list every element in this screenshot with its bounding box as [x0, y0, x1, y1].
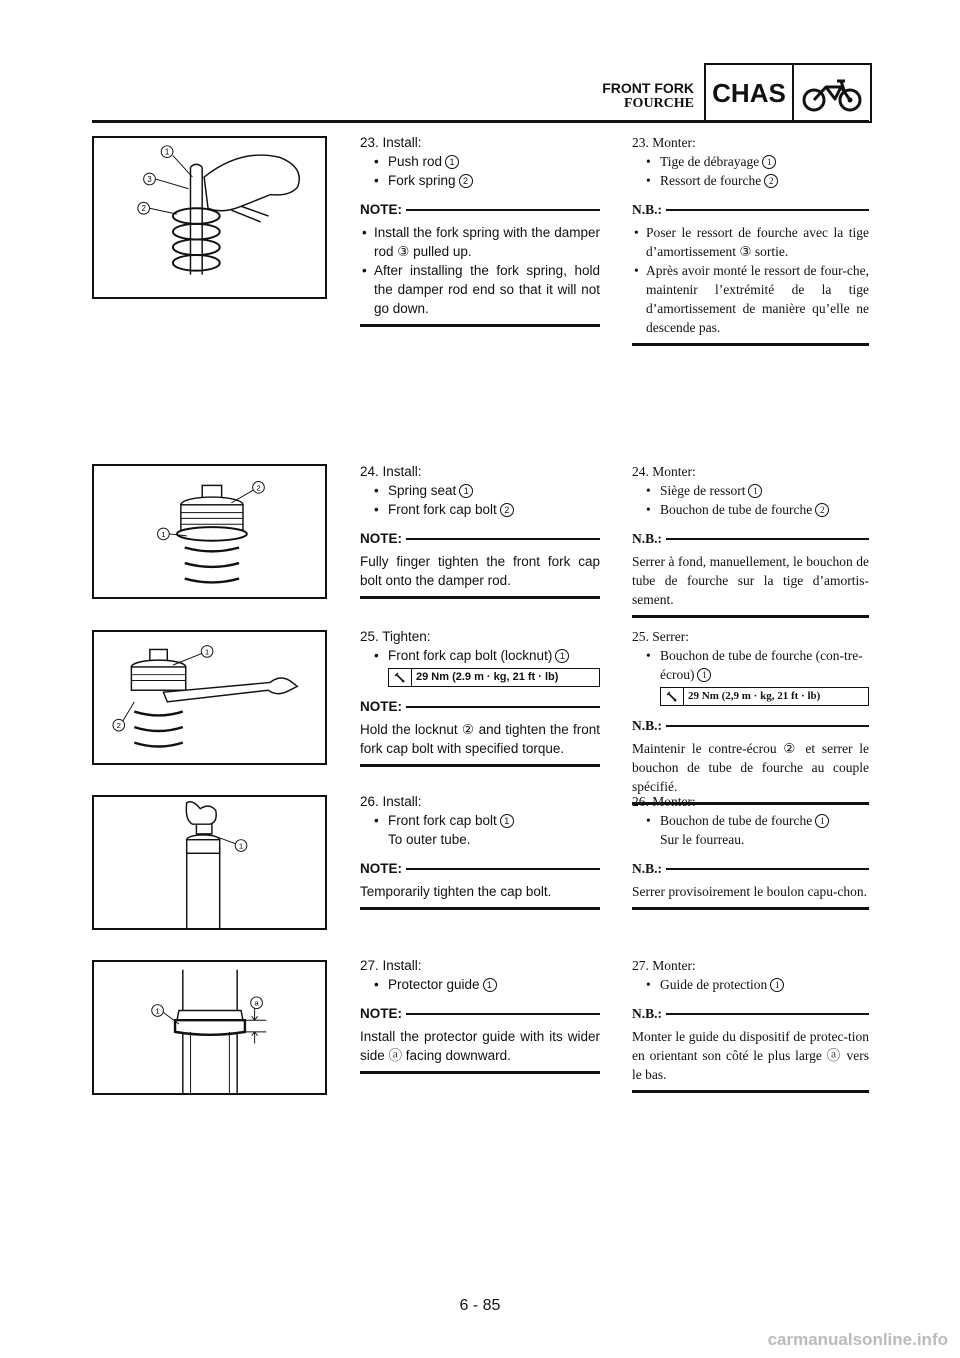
note-body: Hold the locknut ② and tighten the front fork cap bolt with specified torque. — [360, 722, 600, 756]
torque-wrench-icon — [389, 669, 412, 686]
item-number: 1 — [815, 814, 829, 828]
item-label: Ressort de fourche — [660, 173, 762, 188]
item-label: Spring seat — [388, 483, 457, 498]
step-26-en — [360, 792, 600, 910]
callout-3: 3 — [147, 174, 152, 184]
callout-2: 2 — [141, 204, 146, 214]
step-27-en — [360, 956, 600, 1074]
step-24-en — [360, 462, 600, 599]
section-title-en: FRONT FORK — [602, 80, 694, 96]
item-label: Protector guide — [388, 977, 480, 992]
note-body — [632, 223, 869, 337]
step-title: 27. Monter: — [632, 958, 696, 973]
step-title: 25. Serrer: — [632, 629, 689, 644]
note-end-rule — [632, 615, 869, 618]
item-sub: Sur le fourreau. — [660, 832, 745, 847]
item-label: Siège de ressort — [660, 483, 746, 498]
note-line: • After installing the fork spring, hold the damper rod end so that it will not go down. — [360, 261, 600, 318]
item-number: 1 — [697, 668, 711, 682]
step-title: 27. Install: — [360, 958, 422, 973]
note-line: • Poser le ressort de fourche avec la tige d’amortissement ③ sortie. — [632, 223, 869, 261]
step-title: 24. Install: — [360, 464, 422, 479]
header-rule — [92, 120, 869, 123]
item-label: Bouchon de tube de fourche — [660, 502, 813, 517]
item-number: 1 — [445, 155, 459, 169]
item-number: 2 — [459, 174, 473, 188]
figure-cap-bolt-outer-tube — [92, 795, 327, 930]
watermark: carmanualsonline.info — [767, 1330, 948, 1349]
item-number: 1 — [483, 978, 497, 992]
callout-1: 1 — [155, 1006, 160, 1016]
note-line: • Après avoir monté le ressort de four-che, maintenir l’extrémité de la tige d’amortissement de manière qu’elle ne descende pas. — [632, 261, 869, 337]
note-header: N.B.: — [632, 859, 869, 878]
note-header: NOTE: — [360, 697, 600, 716]
step-title: 26. Monter: — [632, 794, 696, 809]
callout-1: 1 — [164, 147, 170, 157]
step-25-en — [360, 627, 600, 767]
item-label: Front fork cap bolt — [388, 502, 497, 517]
item-number: 1 — [770, 978, 784, 992]
step-title: 24. Monter: — [632, 464, 696, 479]
note-header: NOTE: — [360, 529, 600, 548]
item-fork-spring: Fork spring — [388, 173, 456, 188]
item-label: Guide de protection — [660, 977, 768, 992]
note-header: NOTE: — [360, 200, 600, 219]
callout-1: 1 — [204, 647, 210, 657]
note-body: Monter le guide du dispositif de protec-tion en orientant son côté le plus large ⓐ vers le bas. — [632, 1029, 869, 1082]
note-end-rule — [632, 1090, 869, 1093]
note-header: N.B.: — [632, 716, 869, 735]
torque-value: 29 Nm (2.9 m · kg, 21 ft · lb) — [416, 671, 559, 683]
note-header: N.B.: — [632, 200, 869, 219]
item-number: 1 — [459, 484, 473, 498]
item-number: 1 — [555, 649, 569, 663]
note-end-rule — [360, 324, 600, 327]
item-number: 1 — [500, 814, 514, 828]
note-header: N.B.: — [632, 529, 869, 548]
note-body: Install the protector guide with its wider side ⓐ facing downward. — [360, 1029, 600, 1063]
torque-wrench-icon — [661, 688, 684, 705]
note-body: Serrer à fond, manuellement, le bouchon de tube de fourche sur la tige d’amortis-sement. — [632, 554, 869, 607]
item-number: 2 — [815, 503, 829, 517]
figure-protector-guide — [92, 960, 327, 1095]
section-title-fr: FOURCHE — [624, 96, 694, 111]
note-body: Serrer provisoirement le boulon capu-chon. — [632, 884, 868, 899]
section-tab — [704, 63, 872, 123]
step-23-fr — [632, 133, 869, 346]
torque-value: 29 Nm (2,9 m · kg, 21 ft · lb) — [688, 690, 821, 702]
item-label: Front fork cap bolt — [388, 813, 497, 828]
note-body: Fully finger tighten the front fork cap bolt onto the damper rod. — [360, 554, 600, 588]
note-end-rule — [360, 764, 600, 767]
figure-tighten-locknut — [92, 630, 327, 765]
callout-a: a — [254, 998, 259, 1008]
step-title: 23. Install: — [360, 135, 422, 150]
note-end-rule — [360, 596, 600, 599]
item-label: Bouchon de tube de fourche — [660, 813, 813, 828]
figure-spring-seat-cap-bolt — [92, 464, 327, 599]
item-push-rod: Push rod — [388, 154, 443, 169]
motorcycle-icon — [794, 65, 870, 121]
note-line: • Install the fork spring with the damper rod ③ pulled up. — [360, 223, 600, 261]
step-23-en — [360, 133, 600, 327]
note-header: NOTE: — [360, 1004, 600, 1023]
item-number: 1 — [748, 484, 762, 498]
step-25-fr — [632, 627, 869, 805]
step-27-fr — [632, 956, 869, 1093]
item-number: 2 — [764, 174, 778, 188]
torque-spec — [660, 687, 869, 706]
step-title: 25. Tighten: — [360, 629, 431, 644]
step-title: 23. Monter: — [632, 135, 696, 150]
item-label: Bouchon de tube de fourche (con-tre-écrou) — [660, 648, 863, 682]
torque-spec — [388, 668, 600, 687]
note-body: Temporarily tighten the cap bolt. — [360, 884, 552, 899]
note-end-rule — [632, 343, 869, 346]
note-body: Maintenir le contre-écrou ② et serrer le bouchon de tube de fourche au couple spécifié. — [632, 741, 869, 794]
section-code: CHAS — [706, 65, 794, 121]
note-end-rule — [632, 907, 869, 910]
step-24-fr — [632, 462, 869, 618]
step-title: 26. Install: — [360, 794, 422, 809]
note-end-rule — [360, 1071, 600, 1074]
note-end-rule — [360, 907, 600, 910]
item-label: Tige de débrayage — [660, 154, 760, 169]
note-header: NOTE: — [360, 859, 600, 878]
callout-2: 2 — [256, 483, 261, 493]
callout-2: 2 — [116, 721, 121, 731]
callout-1: 1 — [161, 529, 166, 539]
callout-1: 1 — [238, 841, 244, 851]
step-26-fr — [632, 792, 869, 910]
figure-push-rod-spring — [92, 136, 327, 299]
item-number: 2 — [500, 503, 514, 517]
note-body — [360, 223, 600, 318]
item-number: 1 — [762, 155, 776, 169]
item-sub: To outer tube. — [388, 832, 471, 847]
item-label: Front fork cap bolt (locknut) — [388, 648, 553, 663]
note-header: N.B.: — [632, 1004, 869, 1023]
page-number: 6 - 85 — [459, 1297, 501, 1314]
